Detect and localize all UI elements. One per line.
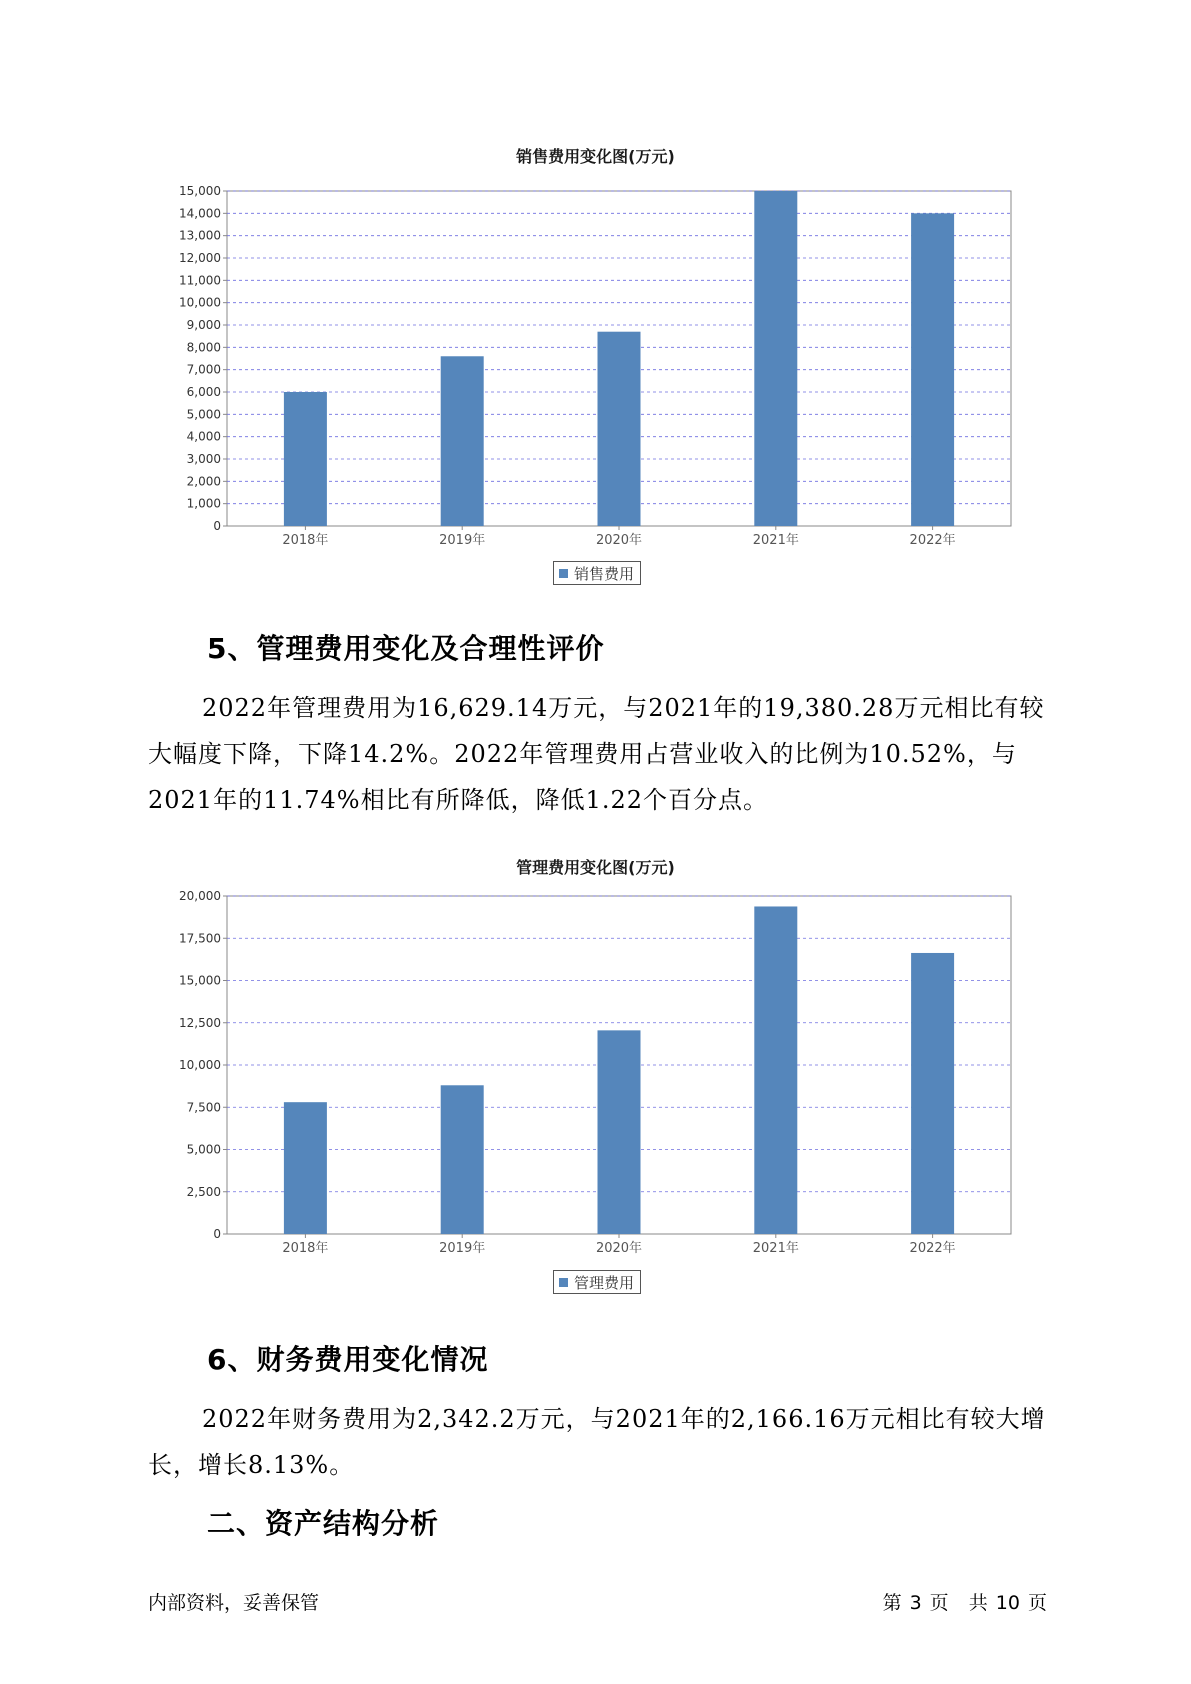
- footer-confidential-note: 内部资料，妥善保管: [148, 1592, 320, 1614]
- page-unit: 页: [929, 1592, 949, 1614]
- sales-chart-title: 销售费用变化图(万元): [516, 147, 675, 166]
- y-tick-label: 6,000: [186, 385, 221, 399]
- y-tick-label: 7,000: [186, 362, 221, 377]
- bar: [754, 906, 797, 1234]
- y-tick-label: 12,000: [179, 251, 221, 265]
- page-total: 10: [995, 1592, 1020, 1614]
- y-tick-label: 13,000: [179, 228, 221, 243]
- bar: [598, 1030, 641, 1234]
- y-tick-label: 17,500: [179, 931, 221, 946]
- y-tick-label: 0: [213, 1227, 221, 1241]
- y-tick-label: 7,500: [186, 1100, 221, 1115]
- bar: [441, 1085, 484, 1234]
- x-tick-label: 2018年: [282, 1241, 329, 1256]
- y-tick-label: 2,500: [186, 1184, 221, 1199]
- x-tick-label: 2022年: [909, 1241, 956, 1256]
- legend-swatch: [559, 1278, 568, 1287]
- y-tick-label: 10,000: [179, 295, 221, 310]
- x-tick-label: 2020年: [595, 1241, 643, 1256]
- y-tick-label: 12,500: [179, 1015, 221, 1030]
- y-tick-label: 0: [213, 519, 221, 533]
- admin-chart-title: 管理费用变化图(万元): [516, 858, 675, 877]
- x-tick-label: 2019年: [439, 1241, 486, 1256]
- y-tick-label: 20,000: [179, 889, 221, 903]
- y-tick-label: 5,000: [186, 1142, 221, 1157]
- x-tick-label: 2022年: [909, 533, 956, 548]
- y-tick-label: 3,000: [186, 452, 221, 466]
- page-number: [879, 1588, 1051, 1615]
- y-tick-label: 5,000: [186, 407, 221, 422]
- y-tick-label: 15,000: [179, 973, 221, 988]
- bar: [911, 953, 954, 1234]
- y-tick-label: 15,000: [179, 184, 221, 198]
- admin-section-heading: 5、管理费用变化及合理性评价: [207, 632, 605, 665]
- x-tick-label: 2021年: [752, 1241, 799, 1256]
- bar: [284, 1102, 327, 1234]
- x-tick-label: 2019年: [439, 533, 486, 548]
- page-current: 3: [909, 1592, 922, 1614]
- y-tick-label: 2,000: [186, 474, 221, 489]
- admin-chart-legend: [553, 1270, 641, 1294]
- admin-legend-label: 管理费用: [574, 1273, 635, 1292]
- x-tick-label: 2021年: [752, 533, 799, 548]
- y-tick-label: 1,000: [186, 496, 221, 511]
- total-unit: 页: [1027, 1592, 1047, 1614]
- y-tick-label: 9,000: [186, 318, 221, 332]
- total-prefix: 共: [968, 1592, 988, 1614]
- y-tick-label: 4,000: [186, 429, 221, 444]
- y-tick-label: 8,000: [186, 340, 221, 355]
- asset-section-heading: 二、资产结构分析: [207, 1507, 440, 1540]
- finance-section-heading: 6、财务费用变化情况: [207, 1343, 489, 1376]
- sales-legend-label: 销售费用: [574, 564, 635, 583]
- y-tick-label: 10,000: [179, 1058, 221, 1072]
- page-prefix: 第: [882, 1592, 902, 1614]
- x-tick-label: 2020年: [595, 533, 643, 548]
- x-tick-label: 2018年: [282, 533, 329, 548]
- y-tick-label: 11,000: [179, 273, 221, 288]
- y-tick-label: 14,000: [179, 206, 221, 221]
- admin-section-text: 2022年管理费用为16,629.14万元，与2021年的19,380.28万元相比有较大幅度下降，下降14.2%。2022年管理费用占营业收入的比例为10.52%，与2021年的11.74%相比有所降低，降低1.22个百分点。: [148, 694, 1045, 814]
- finance-section-text: 2022年财务费用为2,342.2万元，与2021年的2,166.16万元相比有较大增长，增长8.13%。: [148, 1405, 1046, 1479]
